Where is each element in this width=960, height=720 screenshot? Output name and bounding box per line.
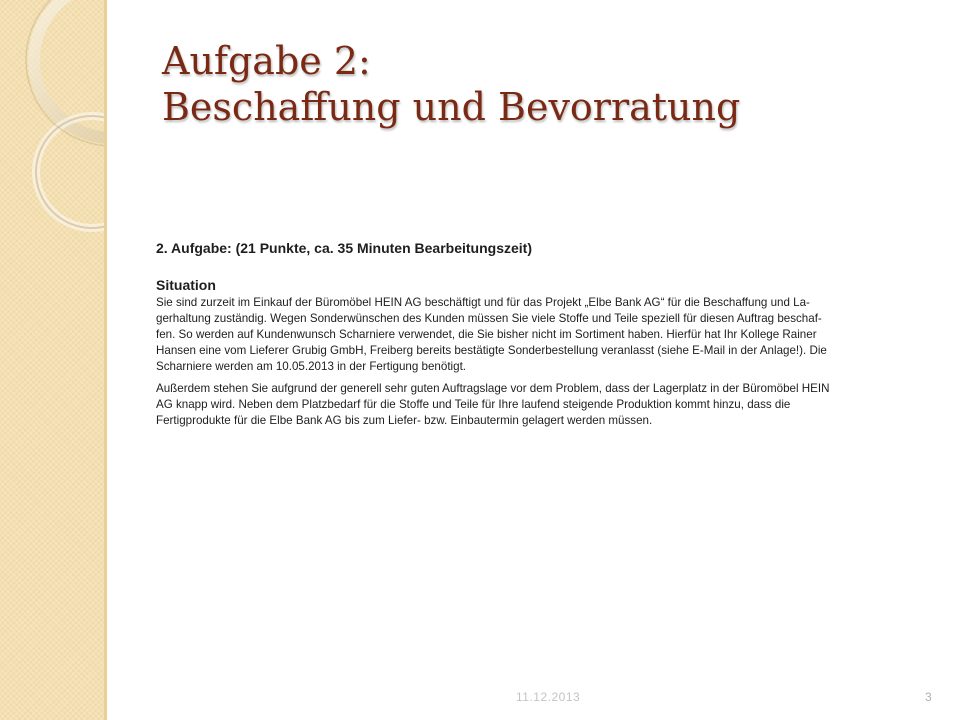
paragraph-line: Scharniere werden am 10.05.2013 in der Fertigung benötigt.: [156, 360, 467, 373]
task-heading: 2. Aufgabe: (21 Punkte, ca. 35 Minuten Bearbeitungszeit): [156, 240, 532, 256]
title-line-1: Aufgabe 2:: [162, 39, 371, 83]
paragraph-line: AG knapp wird. Neben dem Platzbedarf für die Stoffe und Teile für Ihre laufend steigende Produktion kommt hinzu, dass die: [156, 398, 791, 411]
sidebar-edge: [104, 0, 107, 720]
paragraph-line: Außerdem stehen Sie aufgrund der generell sehr guten Auftragslage vor dem Problem, dass der Lagerplatz in der Büromöbel HEIN: [156, 382, 830, 395]
page-number: 3: [925, 690, 932, 704]
paragraph-1: [156, 295, 886, 375]
paragraph-line: gerhaltung zuständig. Wegen Sonderwünschen des Kunden müssen Sie viele Stoffe und Teile speziell für diesen Auftrag beschaf-: [156, 312, 822, 325]
paragraph-line: Hansen eine vom Lieferer Grubig GmbH, Freiberg bereits bestätigte Sonderbestellung veranlasst (siehe E-Mail in der Anlage!). Die: [156, 344, 827, 357]
scanned-document: [156, 238, 886, 435]
title-line-2: Beschaffung und Bevorratung: [162, 85, 741, 129]
section-heading: Situation: [156, 277, 216, 293]
paragraph-2: [156, 381, 886, 429]
slide-title: [162, 38, 922, 130]
paragraph-line: fen. So werden auf Kundenwunsch Scharniere verwendet, die Sie bisher nicht im Sortiment haben. Hierfür hat Ihr Kollege Rainer: [156, 328, 817, 341]
paragraph-line: Fertigprodukte für die Elbe Bank AG bis zum Liefer- bzw. Einbautermin gelagert werden müssen.: [156, 414, 653, 427]
ring-ornament-icon: [0, 0, 104, 720]
paragraph-line: Sie sind zurzeit im Einkauf der Büromöbel HEIN AG beschäftigt und für das Projekt „Elbe Bank AG“ für die Beschaffung und La-: [156, 296, 810, 309]
footer-date: 11.12.2013: [516, 690, 581, 704]
decorative-sidebar: [0, 0, 104, 720]
